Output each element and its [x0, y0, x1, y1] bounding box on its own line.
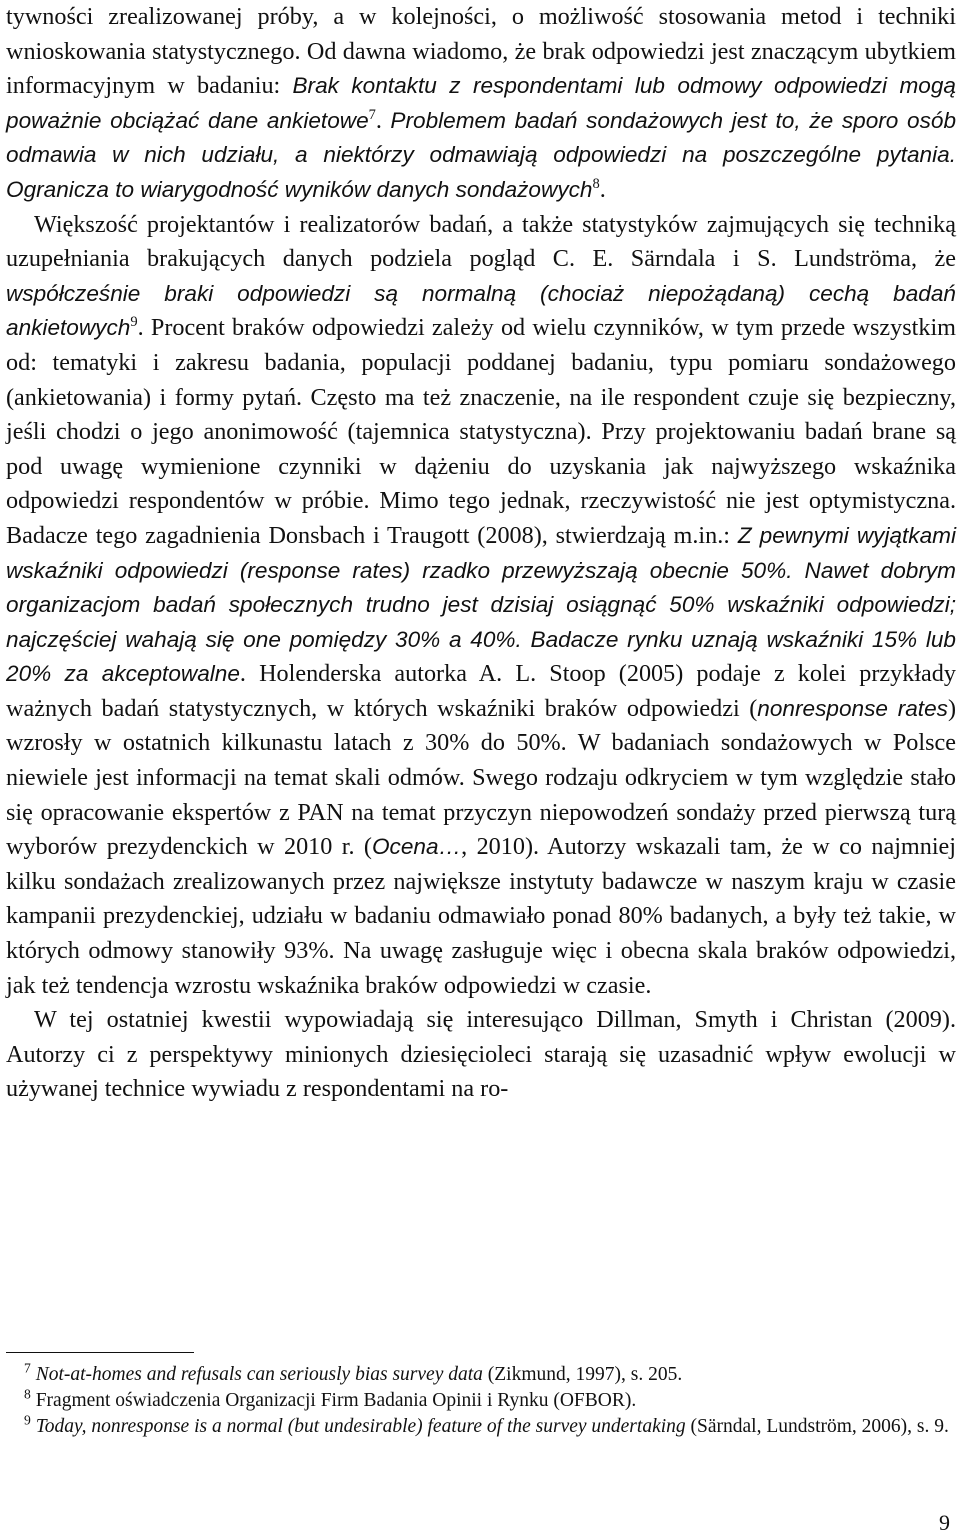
italic-quote: Problemem badań sondażowych jest to, że sporo osób odmawia w nich udziału, a niektórzy odmawiają odpowiedzi na poszczególne pytania. Ogranicza to wiarygodność wyników danych sondażowych: [6, 107, 957, 202]
footnote-marker: 7: [368, 106, 376, 123]
text-run: Fragment oświadczenia Organizacji Firm Badania Opinii i Rynku (OFBOR).: [30, 1390, 637, 1411]
italic-quote: Z pewnymi wyjątkami wskaźniki odpowiedzi (response rates) rzadko przewyższają obecnie 50%. Nawet dobrym organizacjom badań społecznych trudno jest dzisiaj osiągnąć 50% wskaźniki odpowiedzi; najczęściej wahają się one pomiędzy 30% a 40%. Badacze rynku uznają wskaźniki 15% lub 20% za akceptowalne: [6, 522, 957, 687]
footnote-7: [6, 1362, 954, 1388]
text-run: (Särndal, Lundström, 2006), s. 9.: [685, 1416, 949, 1437]
body-text: [6, 0, 956, 1107]
italic-quote: nonresponse rates: [757, 695, 948, 721]
footnote-marker: 9: [130, 314, 138, 331]
document-page: [6, 0, 956, 1107]
paragraph-nonresponse: [6, 208, 956, 1004]
page-number: 9: [939, 1510, 950, 1535]
text-run: .: [375, 106, 391, 134]
footnote-9: [6, 1414, 954, 1440]
italic-quote: Ocena…: [371, 834, 462, 860]
footnote-8: [6, 1388, 954, 1414]
italic-quote: Brak kontaktu z respondentami lub odmowy odpowiedzi mogą poważnie obciążać dane ankietowe: [6, 73, 956, 133]
text-run: tywności zrealizowanej próby, a w kolejności, o możliwość stosowania metod i techniki wnioskowania statystycznego. Od dawna wiadomo, że brak odpowiedzi jest znaczącym ubytkiem informacyjnym w badaniu:: [6, 3, 956, 100]
footnote-marker: 9: [24, 1412, 31, 1428]
italic-quote: Not-at-homes and refusals can seriously bias survey data: [35, 1364, 483, 1385]
text-run: ) wzrosły w ostatnich kilkunastu latach z 30% do 50%. W badaniach sondażowych w Polsce niewiele jest informacji na temat skali odmów. Swego rodzaju odkryciem w tym względzie stało się opracowanie ekspertów z PAN na temat przyczyn niepowodzeń sondaży przed pierwszą turą wyborów prezydenckich w 2010 r. (: [6, 694, 956, 861]
footnote-separator: [6, 1352, 194, 1353]
footnote-marker: 8: [592, 175, 600, 192]
footnotes: [6, 1362, 954, 1440]
text-run: , 2010). Autorzy wskazali tam, że w co najmniej kilku sondażach zrealizowanych przez największe instytuty badawcze w naszym kraju w czasie kampanii prezydenckiej, udziału w badaniu odmawiało ponad 80% badanych, a były też takie, w których odmowy stanowiły 93%. Na uwagę zasługuje więc i obecna skala braków odpowiedzi, jak też tendencja wzrostu wskaźnika braków odpowiedzi w czasie.: [6, 833, 956, 999]
footnote-marker: 8: [24, 1386, 31, 1402]
paragraph-continuation: [6, 0, 956, 208]
paragraph-dillman: [6, 1003, 956, 1107]
text-run: W tej ostatniej kwestii wypowiadają się interesująco Dillman, Smyth i Christan (2009). Autorzy ci z perspektywy minionych dziesięcioleci starają się uzasadnić wpływ ewolucji w używanej technice wywiadu z respondentami na ro-: [6, 1006, 956, 1103]
footnote-marker: 7: [24, 1360, 31, 1376]
text-run: . Procent braków odpowiedzi zależy od wielu czynników, w tym przede wszystkim od: tematyki i zakresu badania, populacji poddanej badaniu, typu pomiaru sondażowego (ankietowania) i formy pytań. Często ma też znaczenie, na ile respondent czuje się bezpieczny, jeśli chodzi o jego anonimowość (tajemnica statystyczna). Przy projektowaniu badań brane są pod uwagę wymienione czynniki w dążeniu do uzyskania jak najwyższego wskaźnika odpowiedzi respondentów w próbie. Mimo tego jednak, rzeczywistość nie jest optymistyczna. Badacze tego zagadnienia Donsbach i Traugott (2008), stwierdzają m.in.:: [6, 314, 956, 549]
italic-quote: współcześnie braki odpowiedzi są normalną (chociaż niepożądaną) cechą badań ankietowych: [6, 280, 956, 341]
text-run: (Zikmund, 1997), s. 205.: [482, 1364, 683, 1385]
text-run: Większość projektantów i realizatorów badań, a także statystyków zajmujących się techniką uzupełniania brakujących danych podziela pogląd C. E. Särndala i S. Lundströma, że: [6, 210, 956, 273]
text-run: . Holenderska autorka A. L. Stoop (2005) podaje z kolei przykłady ważnych badań statystycznych, w których wskaźniki braków odpowiedzi (: [6, 660, 956, 722]
italic-quote: Today, nonresponse is a normal (but undesirable) feature of the survey undertaking: [35, 1416, 686, 1437]
text-run: .: [599, 175, 606, 203]
